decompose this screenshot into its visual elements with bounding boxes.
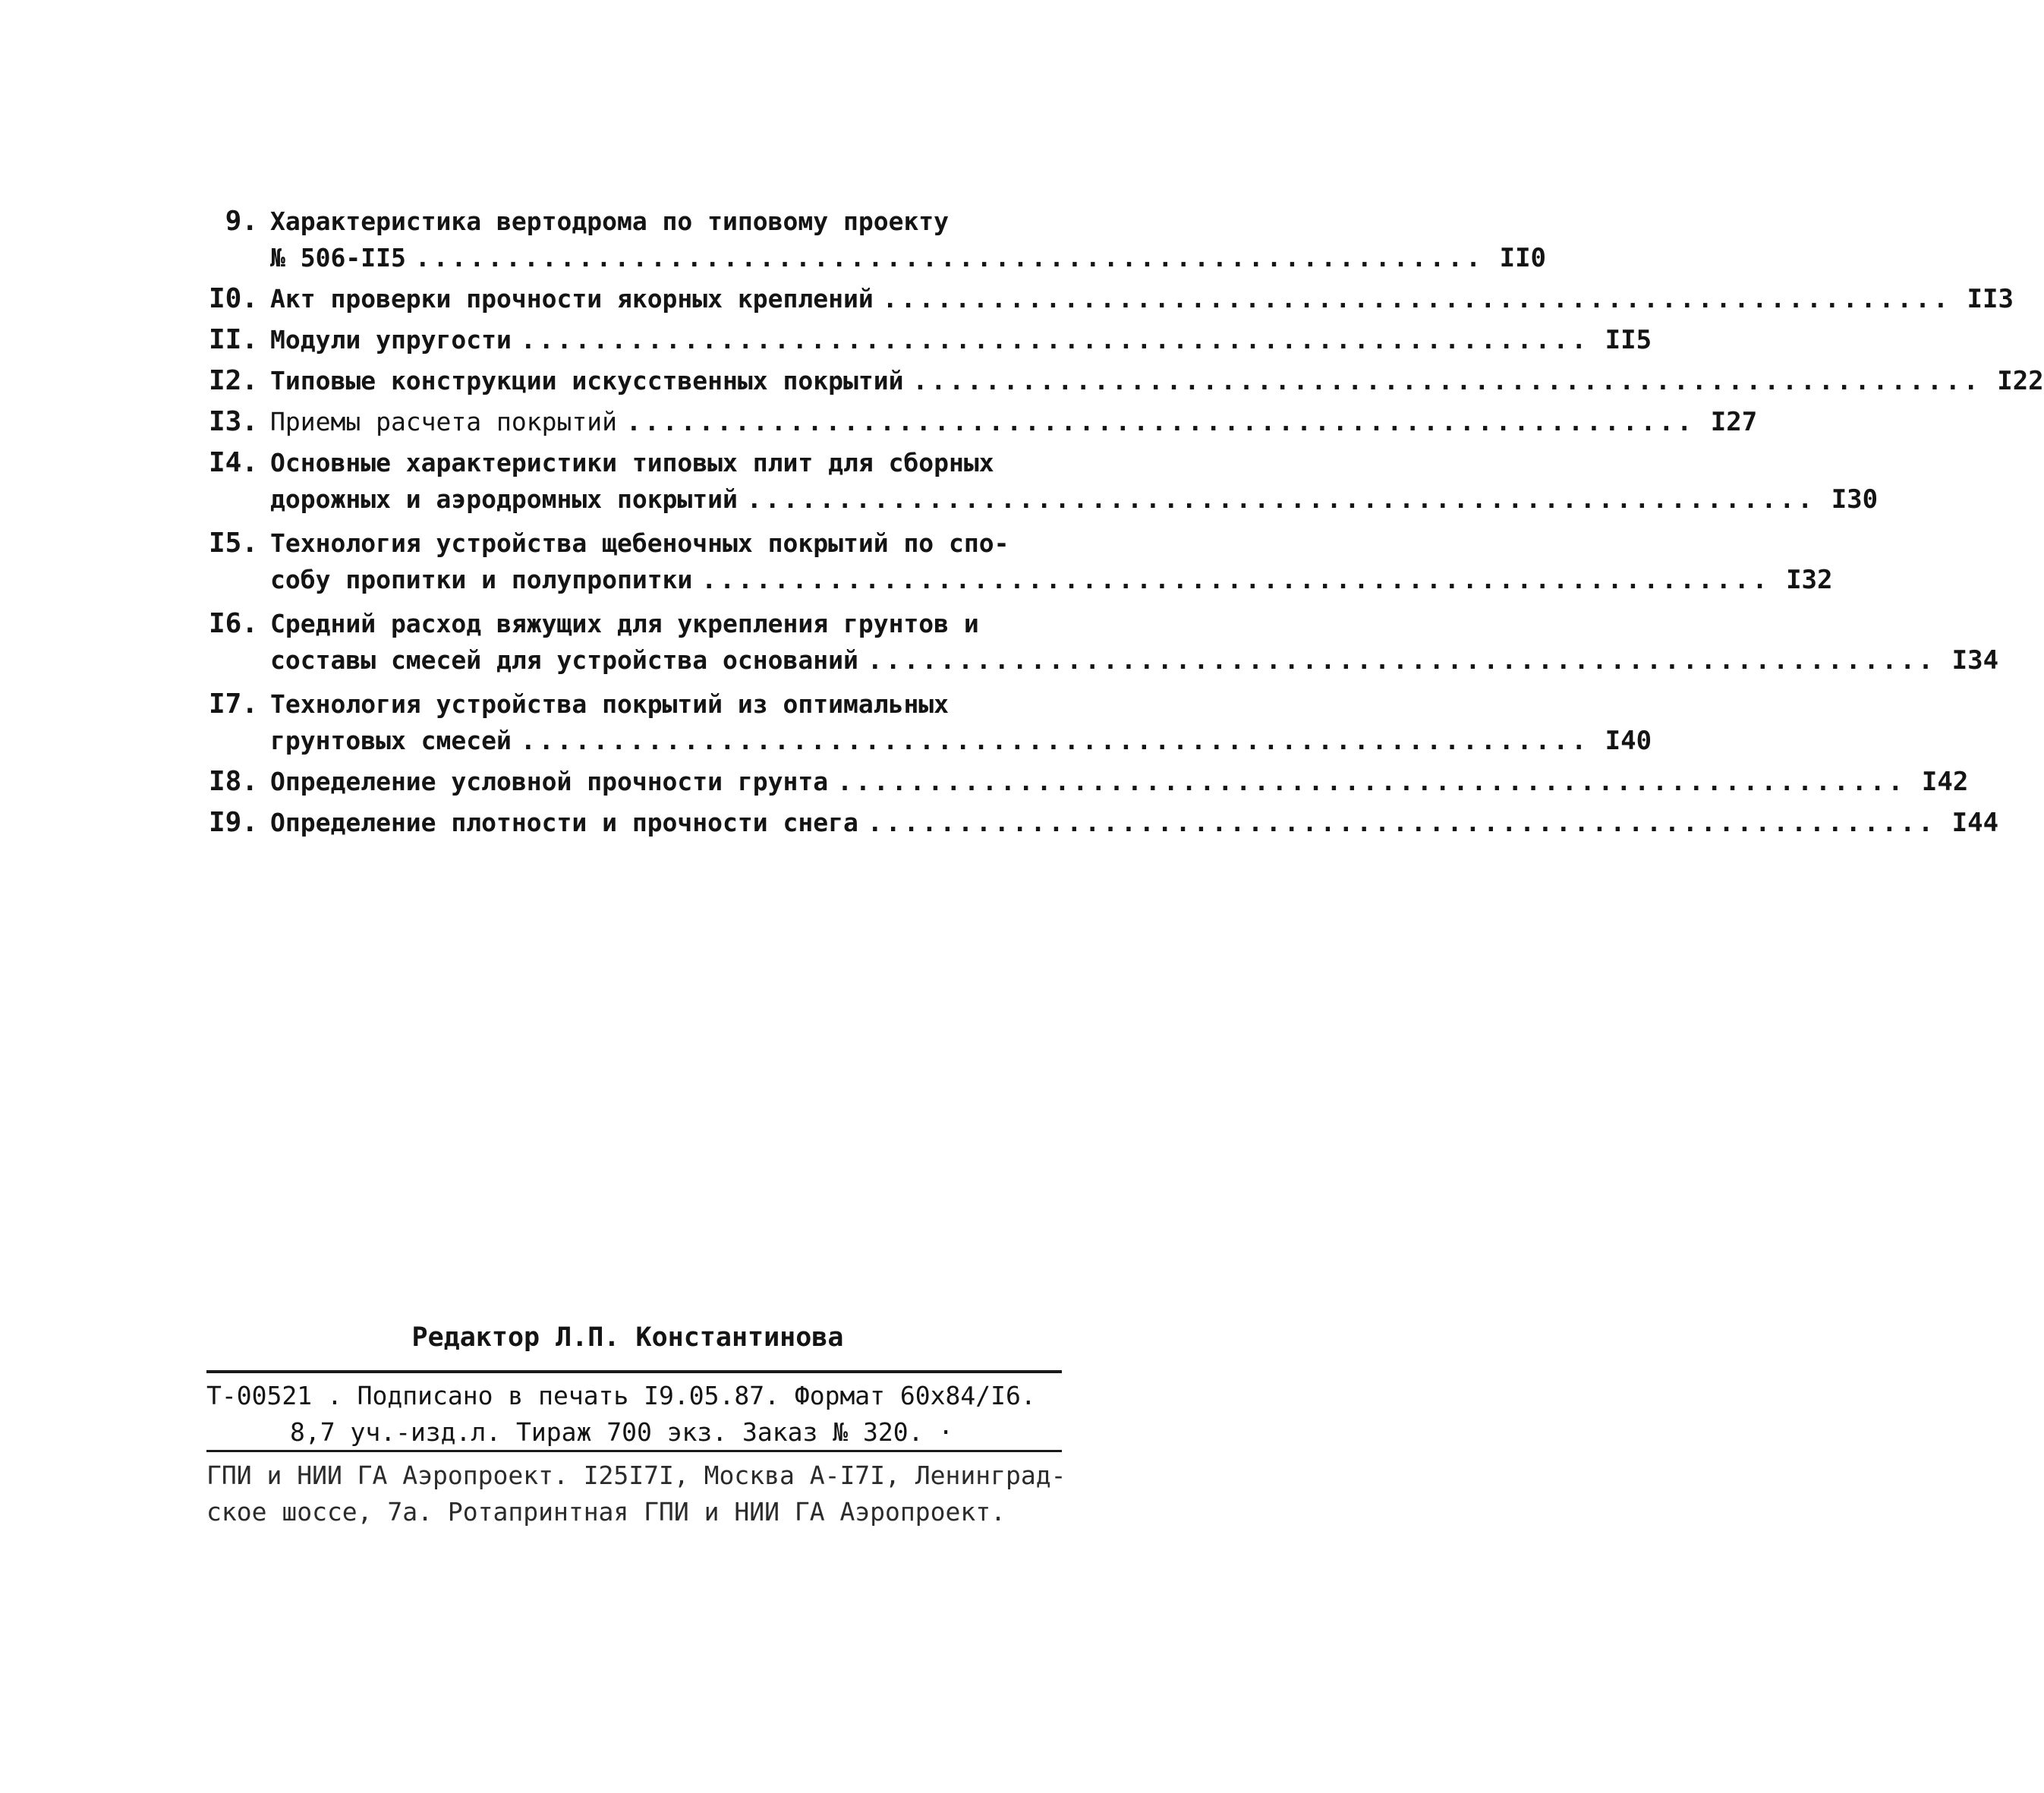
toc-entry-line (270, 723, 1652, 759)
toc-entry (182, 525, 1833, 598)
toc-entry (182, 805, 1999, 841)
divider-rule (206, 1370, 1062, 1373)
toc-entry-line (270, 481, 1879, 518)
toc-entry-title: составы смесей для устройства оснований (270, 645, 858, 675)
toc-entry-title: Определение плотности и прочности снега (270, 808, 858, 837)
toc-dot-leader: ........................................................... (520, 325, 1590, 355)
toc-page-number: I42 (1921, 767, 1969, 797)
toc-dot-leader: ........................................................... (746, 484, 1816, 514)
toc-entry-line (270, 322, 1652, 358)
toc-entry (182, 445, 1879, 518)
toc-entry-number: I5. (208, 528, 258, 559)
toc-dot-leader: ........................................................... (867, 808, 1937, 837)
toc-page-number: I30 (1831, 484, 1879, 515)
toc-dot-leader: ........................................................... (701, 565, 1771, 594)
toc-entry-line (270, 203, 1029, 240)
toc-dot-leader: ........................................................... (625, 407, 1696, 436)
publisher-details-line: ГПИ и НИИ ГА Аэропроект. I25I7I, Москва А-I7I, Ленинград- (206, 1461, 1066, 1490)
toc-dot-leader: ........................................................... (882, 284, 1951, 314)
toc-entry-body (270, 805, 1999, 841)
toc-dot-leader: ........................................................... (414, 243, 1485, 273)
toc-entry (182, 363, 2044, 399)
toc-entry-title: № 506-II5 (270, 243, 406, 273)
toc-entry-number: I2. (208, 365, 258, 396)
toc-page-number: I32 (1786, 565, 1833, 595)
toc-entry-number: I7. (208, 689, 258, 720)
toc-entry-body (270, 203, 1547, 276)
toc-entry-title: Типовые конструкции искусственных покрытий (270, 366, 904, 395)
toc-page-number: I40 (1605, 726, 1652, 756)
toc-entry-body (270, 322, 1652, 358)
toc-entry-body (270, 363, 2044, 399)
toc-entry-title: дорожных и аэродромных покрытий (270, 484, 738, 514)
toc-entry-line (270, 562, 1833, 598)
toc-entry-title: Акт проверки прочности якорных креплений (270, 284, 874, 314)
toc-page-number: I34 (1951, 645, 1999, 676)
toc-entry-line (270, 404, 1758, 440)
toc-page-number: I27 (1710, 407, 1758, 437)
toc-entry-line (270, 764, 1969, 800)
print-details-line: 8,7 уч.-изд.л. Тираж 700 экз. Заказ № 320. · (290, 1417, 954, 1447)
toc-entry-line (270, 525, 1029, 562)
toc-entry-line (270, 606, 1029, 642)
toc-entry-line (270, 281, 2014, 317)
toc-entry-line (270, 805, 1999, 841)
toc-entry (182, 322, 1652, 358)
toc-page-number: I44 (1951, 808, 1999, 838)
toc-entry-body (270, 525, 1833, 598)
editor-credit: Редактор Л.П. Константинова (411, 1322, 844, 1353)
toc-page-number: II0 (1499, 243, 1547, 273)
toc-entry-title: собу пропитки и полупропитки (270, 565, 693, 594)
toc-entry-line (270, 686, 1029, 723)
toc-entry-line (270, 240, 1547, 276)
toc-entry (182, 606, 1999, 679)
toc-entry-title: Технология устройства покрытий из оптимальных (270, 689, 950, 719)
divider-rule (206, 1450, 1062, 1452)
toc-entry-body (270, 281, 2014, 317)
toc-entry (182, 764, 1969, 800)
toc-entry-title: грунтовых смесей (270, 726, 512, 755)
toc-entry-number: I9. (208, 807, 258, 838)
toc-entry-number: I4. (208, 447, 258, 478)
toc-entry (182, 203, 1547, 276)
toc-entry-title: Технология устройства щебеночных покрытий по спо- (270, 528, 1009, 558)
toc-entry-number: I6. (208, 608, 258, 639)
toc-entry-line (270, 445, 1029, 481)
toc-entry-number: 9. (225, 206, 258, 237)
print-details (206, 1378, 1062, 1451)
publisher-details (206, 1457, 1066, 1530)
toc-page-number: I22 (1997, 366, 2044, 396)
toc-entry-title: Средний расход вяжущих для укрепления грунтов и (270, 609, 979, 638)
toc-entry-body (270, 606, 1999, 679)
toc-entry-title: Модули упругости (270, 325, 512, 355)
toc-entry-body (270, 404, 1758, 440)
toc-entry-number: II. (208, 324, 258, 355)
toc-entry (182, 404, 1758, 440)
toc-page-number: II3 (1967, 284, 2014, 314)
toc-dot-leader: ........................................................... (837, 767, 1907, 796)
toc-entry-body (270, 445, 1879, 518)
toc-page-number: II5 (1605, 325, 1652, 355)
toc-entry-body (270, 764, 1969, 800)
toc-entry-title: Определение условной прочности грунта (270, 767, 829, 796)
toc-entry (182, 686, 1652, 759)
toc-dot-leader: ........................................................... (520, 726, 1590, 755)
toc-dot-leader: ........................................................... (912, 366, 1982, 395)
toc-entry-title: Приемы расчета покрытий (270, 407, 617, 436)
toc-entry-number: I0. (208, 283, 258, 314)
toc-entry-line (270, 642, 1999, 679)
toc-entry-body (270, 686, 1652, 759)
toc-dot-leader: ........................................................... (867, 645, 1937, 675)
print-details-line: Т-00521 . Подписано в печать I9.05.87. Формат 60х84/I6. (206, 1381, 1036, 1410)
toc-entry-number: I8. (208, 766, 258, 797)
table-of-contents (182, 203, 2044, 841)
toc-entry-number: I3. (208, 406, 258, 437)
toc-entry (182, 281, 2014, 317)
toc-entry-line (270, 363, 2044, 399)
toc-entry-title: Основные характеристики типовых плит для сборных (270, 448, 994, 477)
publisher-details-line: ское шоссе, 7а. Ротапринтная ГПИ и НИИ ГА Аэропроект. (206, 1497, 1006, 1527)
toc-entry-title: Характеристика вертодрома по типовому проекту (270, 206, 950, 236)
